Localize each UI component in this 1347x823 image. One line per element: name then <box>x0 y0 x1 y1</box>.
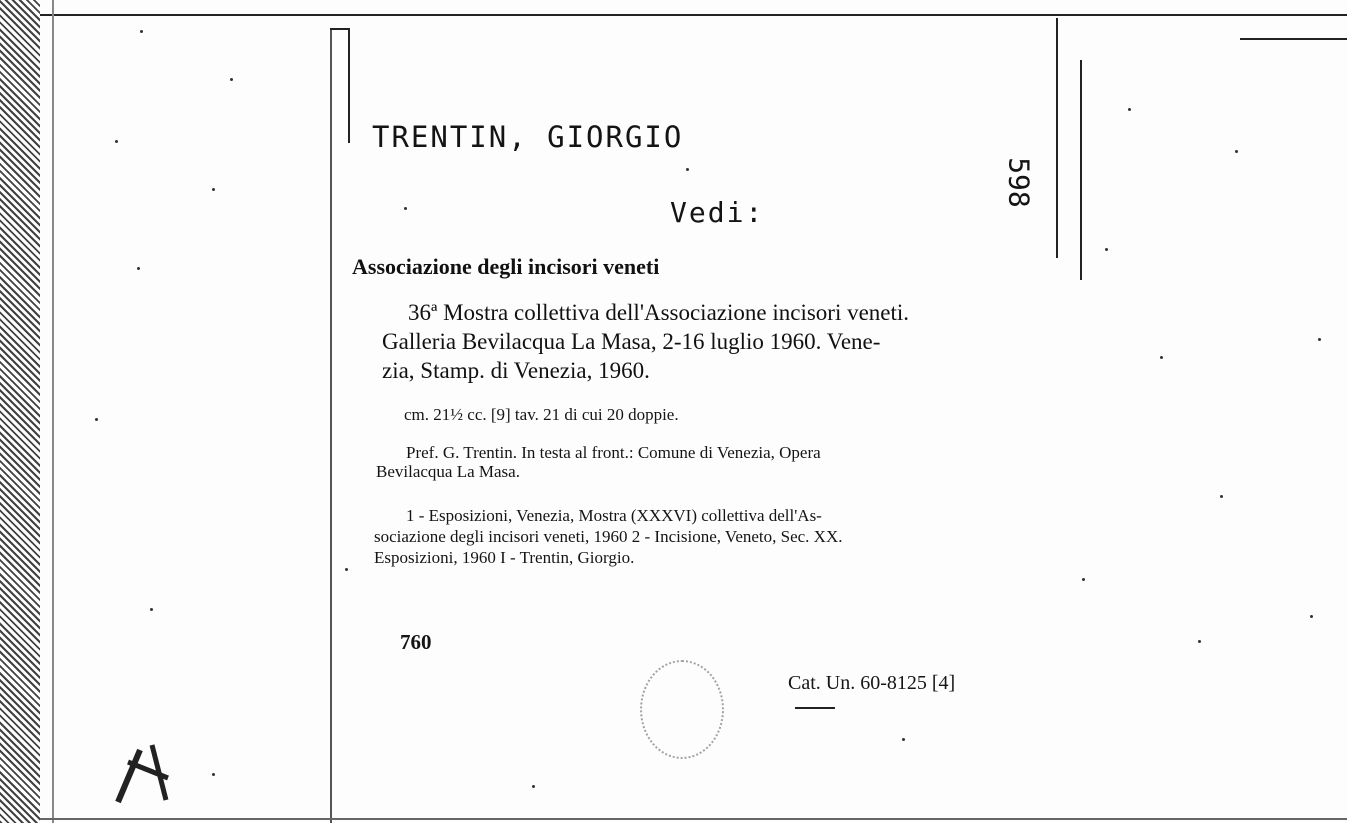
left-fold-line <box>52 0 54 823</box>
handwritten-mark <box>110 740 170 810</box>
scan-speck <box>150 608 153 611</box>
scan-speck <box>1220 495 1223 498</box>
top-right-line <box>1240 38 1347 40</box>
entry-title-line: Galleria Bevilacqua La Masa, 2-16 luglio 1960. Vene- <box>382 329 881 354</box>
scan-speck <box>1105 248 1108 251</box>
scan-speck <box>140 30 143 33</box>
scan-speck <box>902 738 905 741</box>
scan-speck <box>1128 108 1131 111</box>
catalog-reference: Cat. Un. 60-8125 [4] <box>788 672 956 694</box>
card-bracket-mark <box>348 28 350 143</box>
card-left-edge <box>330 28 332 823</box>
card-bracket-top <box>330 28 350 30</box>
collation-line: cm. 21½ cc. [9] tav. 21 di cui 20 doppie. <box>404 405 679 424</box>
scan-speck <box>95 418 98 421</box>
page-number: 760 <box>400 630 432 654</box>
author-heading: Associazione degli incisori veneti <box>352 254 660 279</box>
see-label: Vedi: <box>670 196 765 229</box>
entry-title-line: 36ª Mostra collettiva dell'Associazione incisori veneti. <box>408 300 910 325</box>
scan-speck <box>404 207 407 210</box>
scan-speck <box>1198 640 1201 643</box>
scan-speck <box>1310 615 1313 618</box>
scan-speck <box>115 140 118 143</box>
scan-speck <box>1318 338 1321 341</box>
bottom-line <box>40 818 1347 820</box>
note-line: Bevilacqua La Masa. <box>376 462 520 481</box>
scan-speck <box>345 568 348 571</box>
scan-speck <box>1082 578 1085 581</box>
catalog-underline <box>795 707 835 709</box>
scan-speck <box>212 773 215 776</box>
faded-stamp <box>640 660 724 759</box>
entry-title-line: zia, Stamp. di Venezia, 1960. <box>382 358 650 383</box>
scan-speck <box>1160 356 1163 359</box>
scan-speck <box>1235 150 1238 153</box>
scan-speck <box>137 267 140 270</box>
subject-line: 1 - Esposizioni, Venezia, Mostra (XXXVI) collettiva dell'As- <box>406 506 822 525</box>
subject-line: sociazione degli incisori veneti, 1960 2 - Incisione, Veneto, Sec. XX. <box>374 527 843 546</box>
note-line: Pref. G. Trentin. In testa al front.: Comune di Venezia, Opera <box>406 443 821 462</box>
scan-speck <box>230 78 233 81</box>
top-border-line <box>40 14 1347 16</box>
scan-speck <box>532 785 535 788</box>
scan-edge-noise <box>0 0 40 823</box>
card-right-edge-2 <box>1080 60 1082 280</box>
scan-speck <box>212 188 215 191</box>
card-right-edge <box>1056 18 1058 258</box>
subject-line: Esposizioni, 1960 I - Trentin, Giorgio. <box>374 548 635 567</box>
scan-speck <box>686 168 689 171</box>
card-heading: TRENTIN, GIORGIO <box>372 120 684 154</box>
card-number: 598 <box>1002 157 1036 208</box>
